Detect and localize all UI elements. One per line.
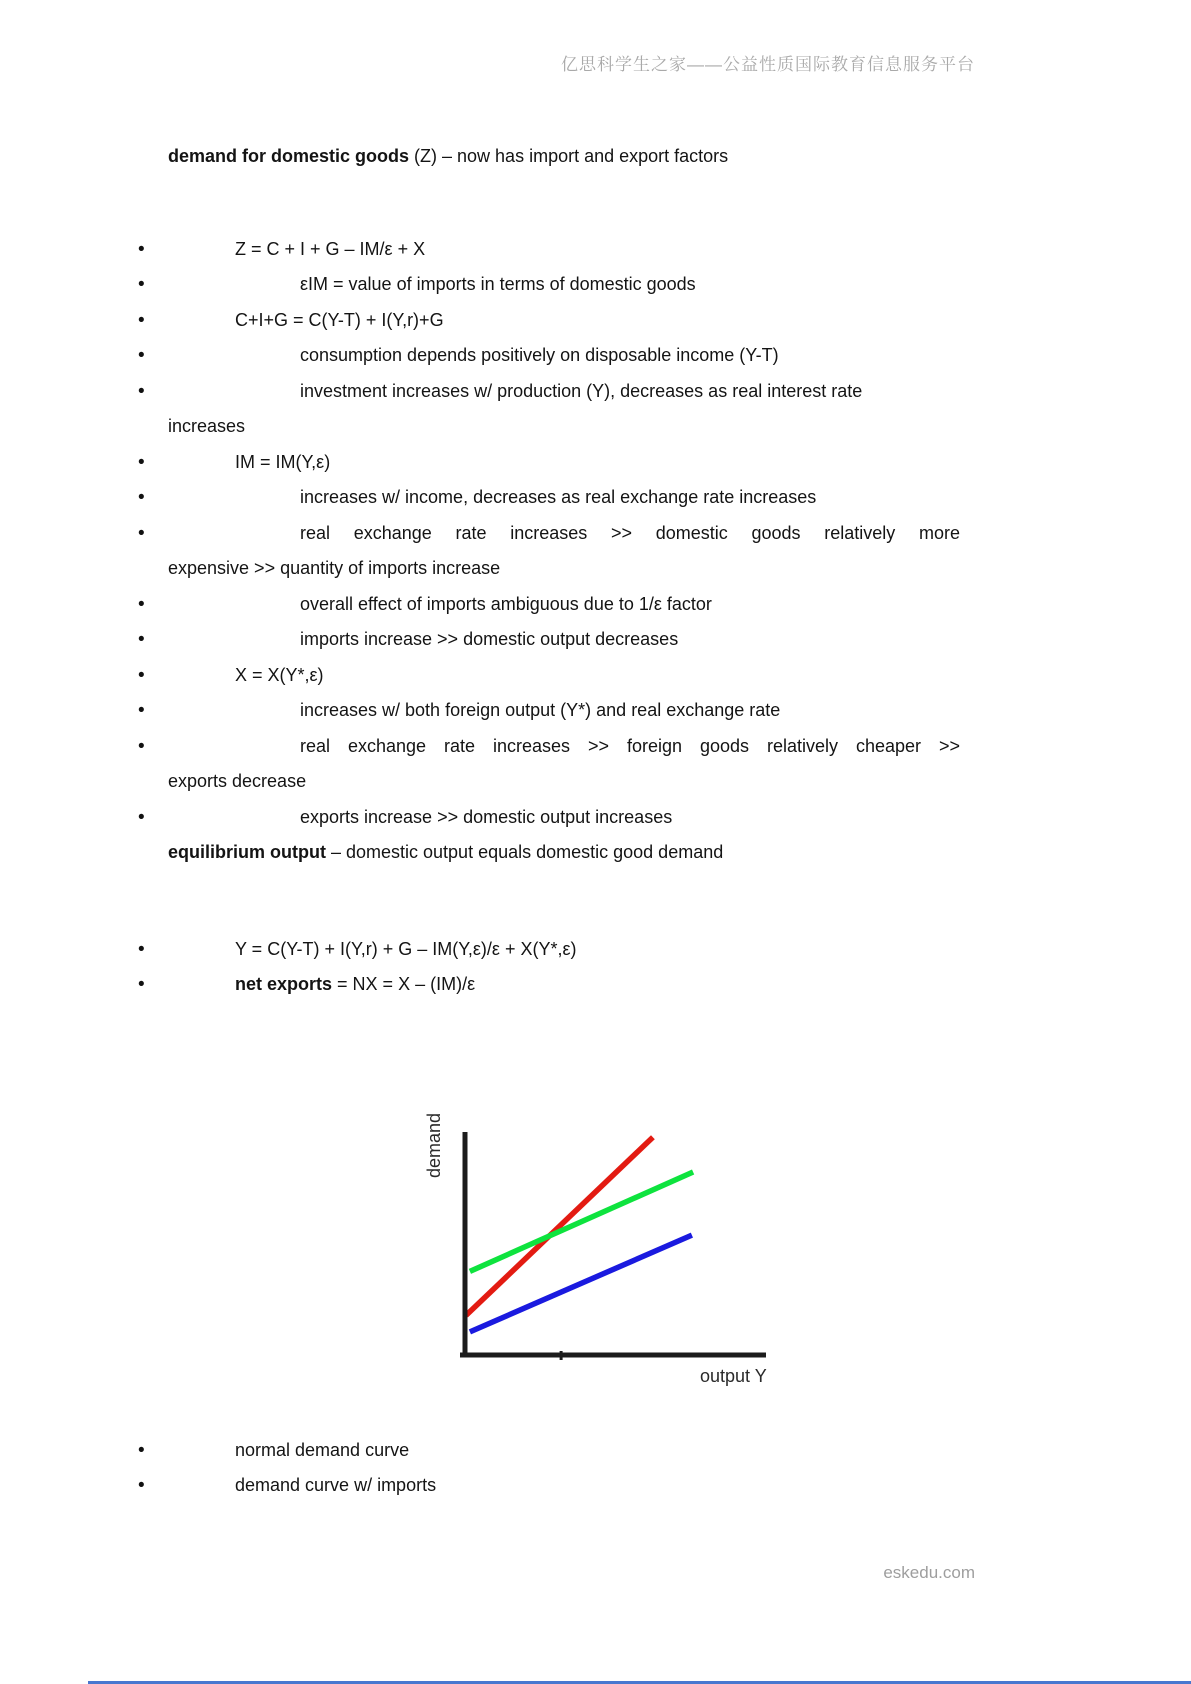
equation-text: [168, 967, 960, 1003]
description-text-line2: increases: [168, 416, 246, 436]
legend-item-normal-demand: [168, 1433, 960, 1469]
green-line: [470, 1172, 693, 1271]
equation-text: • Z = C + I + G – IM/ε + X: [235, 238, 426, 259]
note-title-bold: demand for domestic goods: [168, 146, 410, 166]
description-text-line2: exports decrease: [168, 771, 307, 791]
description-text: • exports increase >> domestic output increases: [300, 806, 673, 827]
chart-series-lines: [466, 1137, 693, 1332]
description-text-line2: expensive >> quantity of imports increase: [168, 558, 501, 578]
equilibrium-heading: [168, 835, 960, 871]
header-platform-text: 亿思科学生之家——公益性质国际教育信息服务平台: [561, 55, 975, 74]
description-text: • overall effect of imports ambiguous due to 1/ε factor: [300, 593, 712, 614]
demand-output-chart: [388, 1090, 788, 1400]
description-text: • imports increase >> domestic output decreases: [300, 629, 679, 649]
bullet-item-real-exchange-exports: [168, 729, 960, 800]
description-text: • consumption depends positively on disposable income (Y-T): [300, 345, 779, 365]
equation-text: • X = X(Y*,ε): [235, 664, 324, 685]
description-text-line1: • real exchange rate increases >> domestic goods relatively more: [300, 522, 960, 543]
equilibrium-heading-bold: equilibrium output: [168, 842, 326, 862]
paragraph-gap: [168, 871, 960, 932]
net-exports-rest: = NX = X – (IM)/ε: [332, 974, 476, 994]
legend-item-demand-with-imports: [168, 1468, 960, 1504]
bullet-item-im-income: [168, 480, 960, 516]
bullet-item-overall-effect: [168, 587, 960, 623]
bullet-item-z-equation: [168, 232, 960, 268]
bullet-item-y-equation: [168, 932, 960, 968]
bullet-item-exports-foreign-output: [168, 693, 960, 729]
red-steep-line: [466, 1137, 653, 1315]
equilibrium-heading-rest: – domestic output equals domestic good demand: [325, 842, 724, 862]
equation-text: • IM = IM(Y,ε): [235, 451, 331, 472]
bullet-item-eim-definition: [168, 267, 960, 303]
description-text: • increases w/ both foreign output (Y*) and real exchange rate: [300, 700, 781, 720]
note-title: [168, 139, 960, 175]
bullet-item-x-equation: [168, 658, 960, 694]
bullet-item-im-equation: [168, 445, 960, 481]
bullet-item-consumption: [168, 338, 960, 374]
bullet-item-net-exports: [168, 967, 960, 1003]
bullet-item-imports-output: [168, 622, 960, 658]
net-exports-bold: net exports: [235, 974, 333, 994]
description-text-line1: • investment increases w/ production (Y), decreases as real interest rate: [300, 380, 863, 401]
demand-output-chart-svg: [388, 1090, 788, 1400]
description-text-line1: • real exchange rate increases >> foreign goods relatively cheaper >>: [300, 735, 960, 756]
x-axis-label: output Y: [700, 1366, 767, 1386]
bullet-item-cig-equation: [168, 303, 960, 339]
bullet-item-real-exchange-imports: [168, 516, 960, 587]
bullet-item-exports-output: [168, 800, 960, 836]
description-text: • εIM = value of imports in terms of domestic goods: [300, 274, 696, 294]
y-axis-label: demand: [424, 1112, 444, 1178]
description-text: • increases w/ income, decreases as real exchange rate increases: [300, 487, 817, 507]
footer-site-text: eskedu.com: [883, 1563, 975, 1582]
legend-text: • demand curve w/ imports: [235, 1475, 437, 1495]
legend-text: • normal demand curve: [235, 1439, 410, 1460]
equation-text: • C+I+G = C(Y-T) + I(Y,r)+G: [235, 309, 444, 330]
note-title-rest: (Z) – now has import and export factors: [409, 146, 729, 166]
equation-text: • Y = C(Y-T) + I(Y,r) + G – IM(Y,ε)/ε + X(Y*,ε): [235, 938, 577, 959]
bullet-item-investment: [168, 374, 960, 445]
